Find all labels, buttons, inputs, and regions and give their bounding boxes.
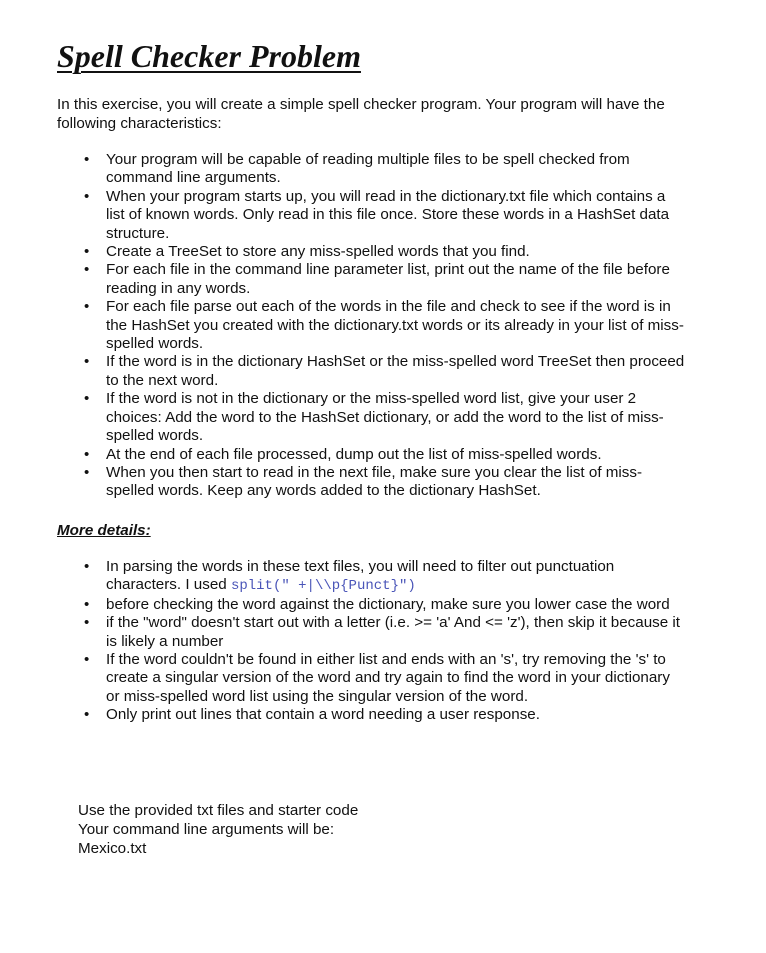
footer-line: Your command line arguments will be: [78, 821, 335, 838]
list-item [0, 446, 686, 464]
list-item [0, 464, 686, 501]
list-item-text: If the word is in the dictionary HashSet or the miss-spelled word TreeSet then proceed to the next word. [106, 353, 685, 389]
footer-line: Use the provided txt files and starter code [78, 802, 359, 819]
footer-filename: Mexico.txt [78, 840, 147, 857]
bullet-icon: • [84, 243, 90, 261]
bullet-icon: • [84, 261, 90, 279]
list-item [0, 261, 686, 298]
list-item-text: When your program starts up, you will read in the dictionary.txt file which contains a list of known words. Only read in this file once. Store these words in a HashSet data structure. [106, 187, 670, 242]
intro-paragraph: In this exercise, you will create a simple spell checker program. Your program will have the following characteristics: [57, 96, 665, 132]
bullet-icon: • [84, 298, 90, 316]
list-item [0, 188, 686, 243]
list-item [0, 651, 686, 706]
list-item-text: For each file in the command line parameter list, print out the name of the file before reading in any words. [106, 261, 670, 297]
bullet-icon: • [84, 463, 90, 481]
page-title: Spell Checker Problem [57, 38, 361, 74]
list-item [0, 596, 686, 614]
list-item-text: If the word couldn't be found in either list and ends with an 's', try removing the 's' to create a singular version of the word and try again to find the word in your dictionary or miss-spelled word list using the singular version of the word. [106, 651, 670, 705]
details-list [0, 558, 766, 725]
bullet-icon: • [84, 706, 90, 724]
bullet-icon: • [84, 614, 90, 632]
characteristics-list [0, 151, 766, 501]
list-item [0, 353, 686, 390]
list-item [0, 390, 686, 445]
bullet-icon: • [84, 558, 90, 575]
list-item-text: In parsing the words in these text files, you will need to filter out punctuation characters. I used [106, 558, 615, 594]
list-item-text: Your program will be capable of reading multiple files to be spell checked from command line arguments. [106, 151, 630, 187]
bullet-icon: • [84, 651, 90, 669]
list-item-text: before checking the word against the dictionary, make sure you lower case the word [106, 595, 670, 613]
list-item [0, 151, 686, 188]
code-snippet: split(" +|\\p{Punct}") [230, 578, 416, 595]
bullet-icon: • [84, 151, 90, 168]
list-item [0, 706, 686, 724]
footer-notes [78, 801, 358, 858]
list-item-text: When you then start to read in the next file, make sure you clear the list of miss-spelled words. Keep any words added to the dictionary HashSet. [106, 463, 643, 500]
list-item [0, 614, 686, 651]
bullet-icon: • [84, 445, 90, 463]
list-item-text: Only print out lines that contain a word needing a user response. [106, 706, 540, 724]
more-details-heading: More details: [57, 522, 151, 539]
list-item-text: Create a TreeSet to store any miss-spelled words that you find. [106, 243, 530, 261]
bullet-icon: • [84, 390, 90, 408]
list-item [0, 298, 686, 353]
bullet-icon: • [84, 353, 90, 371]
list-item [0, 243, 686, 261]
list-item-text: At the end of each file processed, dump out the list of miss-spelled words. [106, 445, 602, 463]
list-item-text: If the word is not in the dictionary or the miss-spelled word list, give your user 2 choices: Add the word to the HashSet dictionary, or add the word to the list of miss-spelled words. [106, 390, 664, 445]
bullet-icon: • [84, 187, 90, 205]
list-item-text: if the "word" doesn't start out with a letter (i.e. >= 'a' And <= 'z'), then skip it because it is likely a number [106, 614, 681, 650]
bullet-icon: • [84, 595, 90, 613]
list-item-text: For each file parse out each of the words in the file and check to see if the word is in the HashSet you created with the dictionary.txt words or its already in your list of miss-spelled words. [106, 298, 684, 353]
list-item [0, 558, 686, 596]
